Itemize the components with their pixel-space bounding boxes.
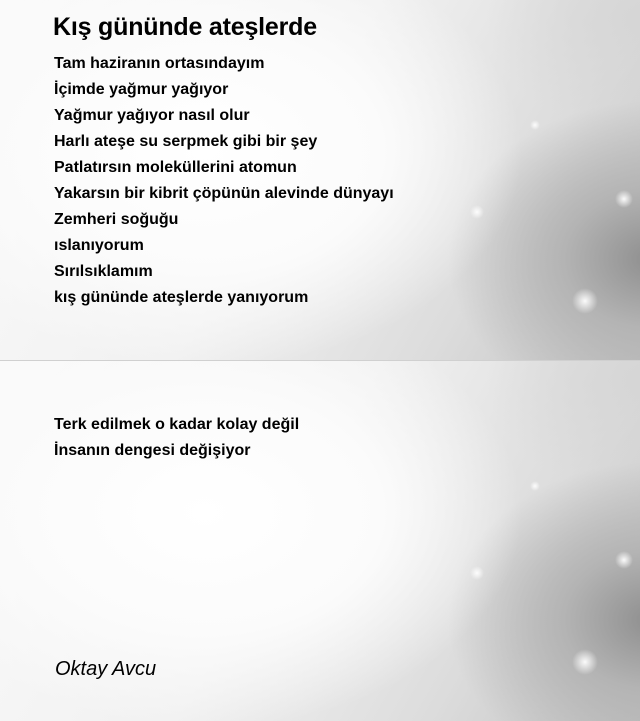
poem-title: Kış gününde ateşlerde [53,13,317,41]
poem-stanza-1 [54,51,394,311]
poem-line: Harlı ateşe su serpmek gibi bir şey [54,133,318,150]
sparkle-decoration [470,566,484,580]
poem-line: Yağmur yağıyor nasıl olur [54,107,250,124]
poem-author: Oktay Avcu [55,658,157,680]
poem-card-bottom [0,361,640,721]
poem-line: Tam haziranın ortasındayım [54,55,265,72]
sparkle-decoration [572,288,598,314]
sparkle-decoration [572,649,598,675]
sparkle-decoration [615,551,633,569]
poem-line: Zemheri soğuğu [54,211,179,228]
poem-line: İçimde yağmur yağıyor [54,81,229,98]
sparkle-decoration [530,481,540,491]
poem-line: kış gününde ateşlerde yanıyorum [54,289,309,306]
sparkle-decoration [530,120,540,130]
poem-line: Sırılsıklamım [54,263,153,280]
poem-line: Terk edilmek o kadar kolay değil [54,416,300,433]
sparkle-decoration [470,205,484,219]
poem-stanza-2 [54,412,299,464]
poem-card-top [0,0,640,360]
poem-line: İnsanın dengesi değişiyor [54,442,251,459]
poem-line: ıslanıyorum [54,237,144,254]
sparkle-decoration [615,190,633,208]
poem-line: Patlatırsın moleküllerini atomun [54,159,297,176]
poem-line: Yakarsın bir kibrit çöpünün alevinde dünyayı [54,185,394,202]
